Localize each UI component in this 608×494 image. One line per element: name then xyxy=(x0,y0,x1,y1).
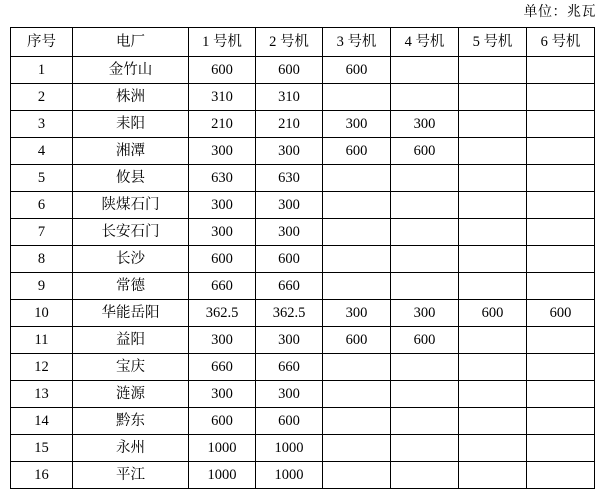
row-unit-2: 300 xyxy=(256,192,323,219)
table-row xyxy=(11,462,595,489)
row-unit-6 xyxy=(527,57,595,84)
row-unit-6 xyxy=(527,111,595,138)
row-unit-3 xyxy=(323,462,391,489)
row-unit-3 xyxy=(323,273,391,300)
row-unit-2: 630 xyxy=(256,165,323,192)
row-unit-1: 1000 xyxy=(189,435,256,462)
row-unit-2: 310 xyxy=(256,84,323,111)
row-plant: 湘潭 xyxy=(73,138,189,165)
row-plant: 涟源 xyxy=(73,381,189,408)
row-index: 12 xyxy=(11,354,73,381)
row-index: 16 xyxy=(11,462,73,489)
row-unit-2: 600 xyxy=(256,408,323,435)
table-row xyxy=(11,300,595,327)
table-row xyxy=(11,435,595,462)
row-unit-2: 660 xyxy=(256,354,323,381)
row-unit-1: 630 xyxy=(189,165,256,192)
table-row xyxy=(11,111,595,138)
row-unit-2: 1000 xyxy=(256,462,323,489)
power-plant-capacity-table xyxy=(10,27,595,489)
row-unit-5 xyxy=(459,408,527,435)
row-index: 9 xyxy=(11,273,73,300)
row-index: 13 xyxy=(11,381,73,408)
row-unit-2: 300 xyxy=(256,381,323,408)
row-unit-5 xyxy=(459,462,527,489)
row-unit-6 xyxy=(527,327,595,354)
row-plant: 宝庆 xyxy=(73,354,189,381)
row-unit-6 xyxy=(527,192,595,219)
row-unit-2: 600 xyxy=(256,246,323,273)
row-unit-4: 300 xyxy=(391,111,459,138)
row-unit-5 xyxy=(459,84,527,111)
row-index: 6 xyxy=(11,192,73,219)
header-cell-index: 序号 xyxy=(11,28,73,57)
row-index: 7 xyxy=(11,219,73,246)
row-unit-1: 362.5 xyxy=(189,300,256,327)
row-unit-6 xyxy=(527,462,595,489)
row-unit-4 xyxy=(391,381,459,408)
row-unit-1: 300 xyxy=(189,327,256,354)
row-unit-6 xyxy=(527,408,595,435)
header-cell-unit-1: 1 号机 xyxy=(189,28,256,57)
table-body xyxy=(11,57,595,489)
row-unit-3 xyxy=(323,435,391,462)
table-row xyxy=(11,192,595,219)
row-unit-5 xyxy=(459,57,527,84)
row-unit-5 xyxy=(459,138,527,165)
row-unit-4 xyxy=(391,435,459,462)
row-unit-3: 600 xyxy=(323,138,391,165)
row-unit-1: 600 xyxy=(189,57,256,84)
row-unit-4 xyxy=(391,408,459,435)
row-unit-1: 300 xyxy=(189,381,256,408)
row-unit-3: 600 xyxy=(323,327,391,354)
row-unit-3: 300 xyxy=(323,111,391,138)
row-index: 3 xyxy=(11,111,73,138)
row-unit-6 xyxy=(527,435,595,462)
row-index: 14 xyxy=(11,408,73,435)
row-index: 4 xyxy=(11,138,73,165)
row-unit-5 xyxy=(459,327,527,354)
row-unit-6 xyxy=(527,138,595,165)
row-plant: 平江 xyxy=(73,462,189,489)
row-unit-5 xyxy=(459,246,527,273)
row-plant: 株洲 xyxy=(73,84,189,111)
row-index: 10 xyxy=(11,300,73,327)
header-cell-unit-2: 2 号机 xyxy=(256,28,323,57)
row-unit-4 xyxy=(391,165,459,192)
row-unit-6 xyxy=(527,354,595,381)
row-unit-4 xyxy=(391,354,459,381)
row-plant: 陕煤石门 xyxy=(73,192,189,219)
row-unit-1: 310 xyxy=(189,84,256,111)
row-unit-4 xyxy=(391,84,459,111)
row-unit-1: 300 xyxy=(189,219,256,246)
row-unit-3 xyxy=(323,192,391,219)
table-row xyxy=(11,408,595,435)
header-cell-unit-3: 3 号机 xyxy=(323,28,391,57)
row-unit-2: 300 xyxy=(256,219,323,246)
row-index: 11 xyxy=(11,327,73,354)
row-plant: 常德 xyxy=(73,273,189,300)
unit-note: 单位：兆瓦 xyxy=(523,5,596,20)
row-unit-3: 300 xyxy=(323,300,391,327)
row-plant: 黔东 xyxy=(73,408,189,435)
row-unit-5 xyxy=(459,111,527,138)
row-unit-4 xyxy=(391,273,459,300)
row-unit-2: 300 xyxy=(256,327,323,354)
header-row xyxy=(11,28,595,57)
row-unit-2: 600 xyxy=(256,57,323,84)
row-plant: 益阳 xyxy=(73,327,189,354)
row-unit-1: 210 xyxy=(189,111,256,138)
header-cell-unit-4: 4 号机 xyxy=(391,28,459,57)
row-unit-5 xyxy=(459,354,527,381)
row-unit-5 xyxy=(459,192,527,219)
row-unit-4: 600 xyxy=(391,327,459,354)
table-row xyxy=(11,165,595,192)
row-unit-5: 600 xyxy=(459,300,527,327)
row-unit-3 xyxy=(323,408,391,435)
row-unit-2: 362.5 xyxy=(256,300,323,327)
row-unit-1: 300 xyxy=(189,192,256,219)
table-row xyxy=(11,273,595,300)
table-row xyxy=(11,246,595,273)
header-cell-unit-5: 5 号机 xyxy=(459,28,527,57)
table-row xyxy=(11,138,595,165)
row-unit-3 xyxy=(323,165,391,192)
row-unit-5 xyxy=(459,381,527,408)
row-unit-4 xyxy=(391,192,459,219)
row-unit-3 xyxy=(323,219,391,246)
row-unit-6 xyxy=(527,165,595,192)
row-unit-5 xyxy=(459,435,527,462)
table-row xyxy=(11,57,595,84)
row-plant: 华能岳阳 xyxy=(73,300,189,327)
row-unit-1: 600 xyxy=(189,246,256,273)
row-plant: 长沙 xyxy=(73,246,189,273)
row-unit-3 xyxy=(323,246,391,273)
table-row xyxy=(11,381,595,408)
table-row xyxy=(11,327,595,354)
row-unit-2: 1000 xyxy=(256,435,323,462)
row-unit-6 xyxy=(527,381,595,408)
row-unit-3 xyxy=(323,84,391,111)
row-unit-6 xyxy=(527,246,595,273)
row-unit-2: 660 xyxy=(256,273,323,300)
table-row xyxy=(11,219,595,246)
row-unit-1: 660 xyxy=(189,273,256,300)
row-index: 1 xyxy=(11,57,73,84)
row-unit-5 xyxy=(459,273,527,300)
row-index: 2 xyxy=(11,84,73,111)
header-cell-plant: 电厂 xyxy=(73,28,189,57)
table-header xyxy=(11,28,595,57)
row-unit-3 xyxy=(323,354,391,381)
row-unit-4 xyxy=(391,462,459,489)
row-unit-1: 660 xyxy=(189,354,256,381)
row-unit-6 xyxy=(527,273,595,300)
row-unit-4: 300 xyxy=(391,300,459,327)
row-index: 8 xyxy=(11,246,73,273)
row-index: 5 xyxy=(11,165,73,192)
row-unit-1: 600 xyxy=(189,408,256,435)
row-unit-1: 1000 xyxy=(189,462,256,489)
row-unit-1: 300 xyxy=(189,138,256,165)
row-unit-5 xyxy=(459,219,527,246)
header-cell-unit-6: 6 号机 xyxy=(527,28,595,57)
row-unit-5 xyxy=(459,165,527,192)
row-unit-3 xyxy=(323,381,391,408)
row-unit-4 xyxy=(391,57,459,84)
row-unit-4: 600 xyxy=(391,138,459,165)
row-unit-2: 210 xyxy=(256,111,323,138)
row-plant: 耒阳 xyxy=(73,111,189,138)
row-unit-6: 600 xyxy=(527,300,595,327)
table-row xyxy=(11,84,595,111)
row-unit-2: 300 xyxy=(256,138,323,165)
row-plant: 金竹山 xyxy=(73,57,189,84)
row-index: 15 xyxy=(11,435,73,462)
row-plant: 永州 xyxy=(73,435,189,462)
row-unit-6 xyxy=(527,219,595,246)
row-unit-4 xyxy=(391,246,459,273)
row-unit-3: 600 xyxy=(323,57,391,84)
table-row xyxy=(11,354,595,381)
row-unit-6 xyxy=(527,84,595,111)
row-plant: 长安石门 xyxy=(73,219,189,246)
row-plant: 攸县 xyxy=(73,165,189,192)
row-unit-4 xyxy=(391,219,459,246)
